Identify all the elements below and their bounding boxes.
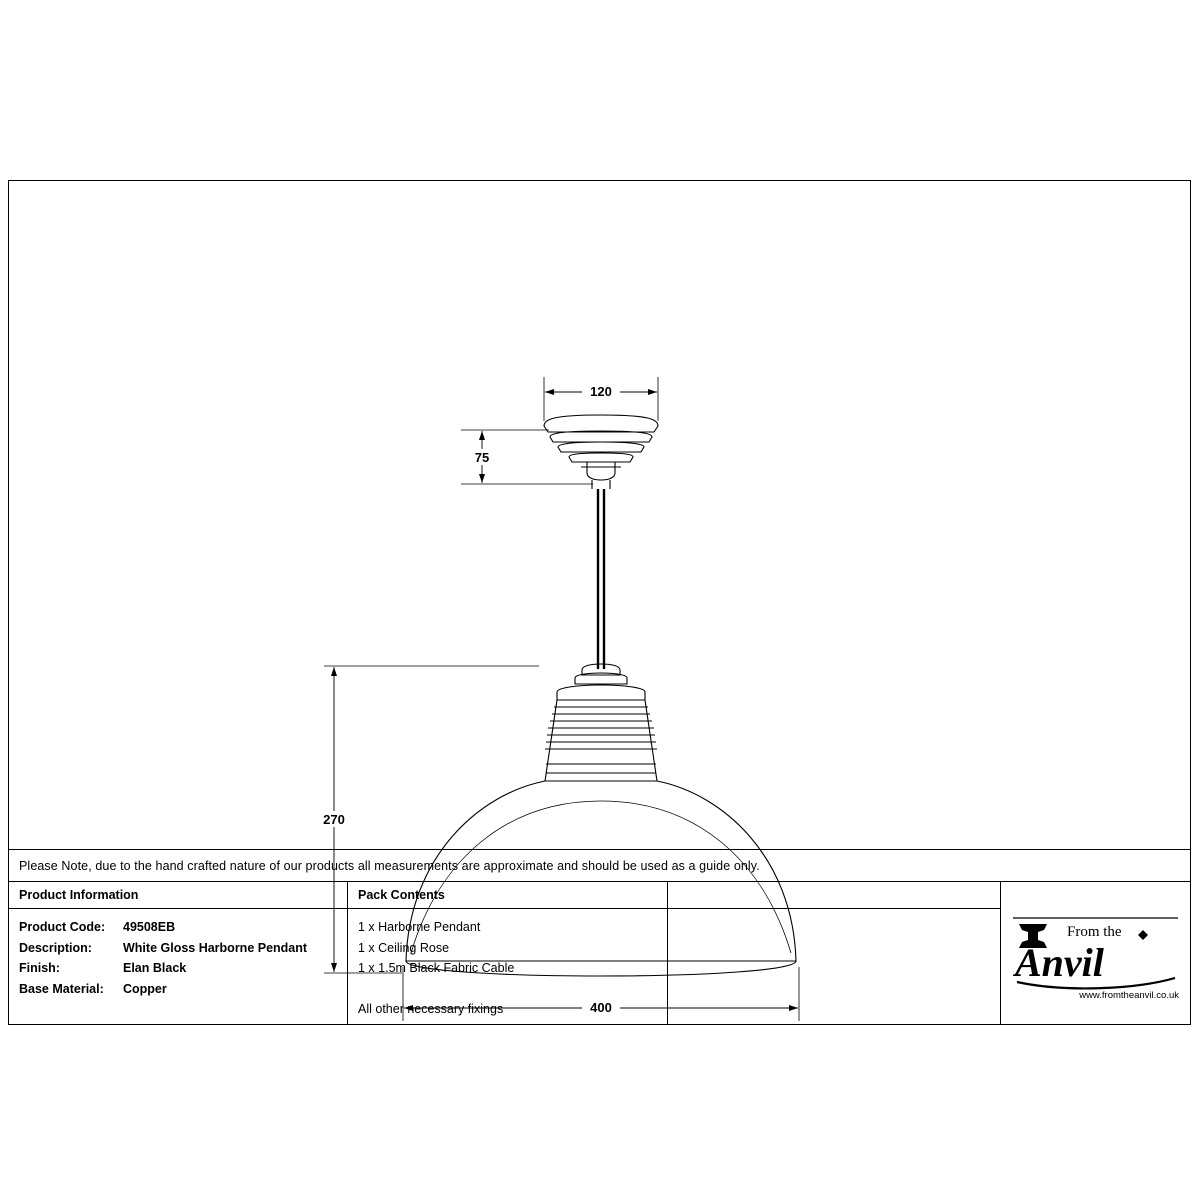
pack-contents-body xyxy=(348,909,667,1019)
list-item: 1 x 1.5m Black Fabric Cable xyxy=(358,961,515,975)
description-value: White Gloss Harborne Pendant xyxy=(123,940,308,955)
base-material-label: Base Material: xyxy=(19,981,104,996)
base-material-value: Copper xyxy=(123,981,167,996)
blank-column-header xyxy=(668,882,1000,909)
product-information-column xyxy=(9,882,348,1024)
table-row xyxy=(19,958,347,979)
note-row xyxy=(9,849,1190,881)
description-label: Description: xyxy=(19,940,92,955)
product-code-value: 49508EB xyxy=(123,920,176,934)
pack-contents-footer: All other necessary fixings xyxy=(358,1001,504,1016)
finish-label: Finish: xyxy=(19,961,60,975)
cable-graphic xyxy=(598,489,604,669)
dimension-label-120: 120 xyxy=(590,384,612,399)
logo-pre-text: From the xyxy=(1067,923,1122,940)
ceiling-rose-graphic xyxy=(544,415,658,489)
product-code-label: Product Code: xyxy=(19,920,106,934)
finish-value: Elan Black xyxy=(123,961,187,975)
dimension-label-75: 75 xyxy=(474,450,490,465)
diamond-icon xyxy=(1138,930,1148,940)
product-information-body xyxy=(9,909,347,999)
logo-url: www.fromtheanvil.co.uk xyxy=(1079,989,1179,1001)
logo-column xyxy=(1001,882,1190,1024)
measurement-note: Please Note, due to the hand crafted nature of our products all measurements are approximate and should be used as a guide only. xyxy=(19,858,760,873)
blank-column xyxy=(668,882,1001,1024)
information-table xyxy=(9,881,1190,1024)
blank-column-body xyxy=(668,909,1000,917)
pack-contents-header: Pack Contents xyxy=(348,882,667,909)
list-item: 1 x Harborne Pendant xyxy=(358,920,481,934)
dimension-label-270: 270 xyxy=(323,812,345,827)
list-item: 1 x Ceiling Rose xyxy=(358,940,450,955)
logo-brand: Anvil xyxy=(1015,939,1104,985)
table-row xyxy=(19,979,347,1000)
drawing-sheet xyxy=(8,180,1191,1025)
brand-logo xyxy=(1001,882,1190,1025)
lamp-holder-graphic xyxy=(545,664,657,781)
spacer xyxy=(358,979,667,999)
table-row xyxy=(19,917,347,938)
dimension-label-400: 400 xyxy=(590,1000,612,1015)
product-information-header: Product Information xyxy=(9,882,347,909)
pack-contents-column xyxy=(348,882,668,1024)
table-row xyxy=(19,938,347,959)
